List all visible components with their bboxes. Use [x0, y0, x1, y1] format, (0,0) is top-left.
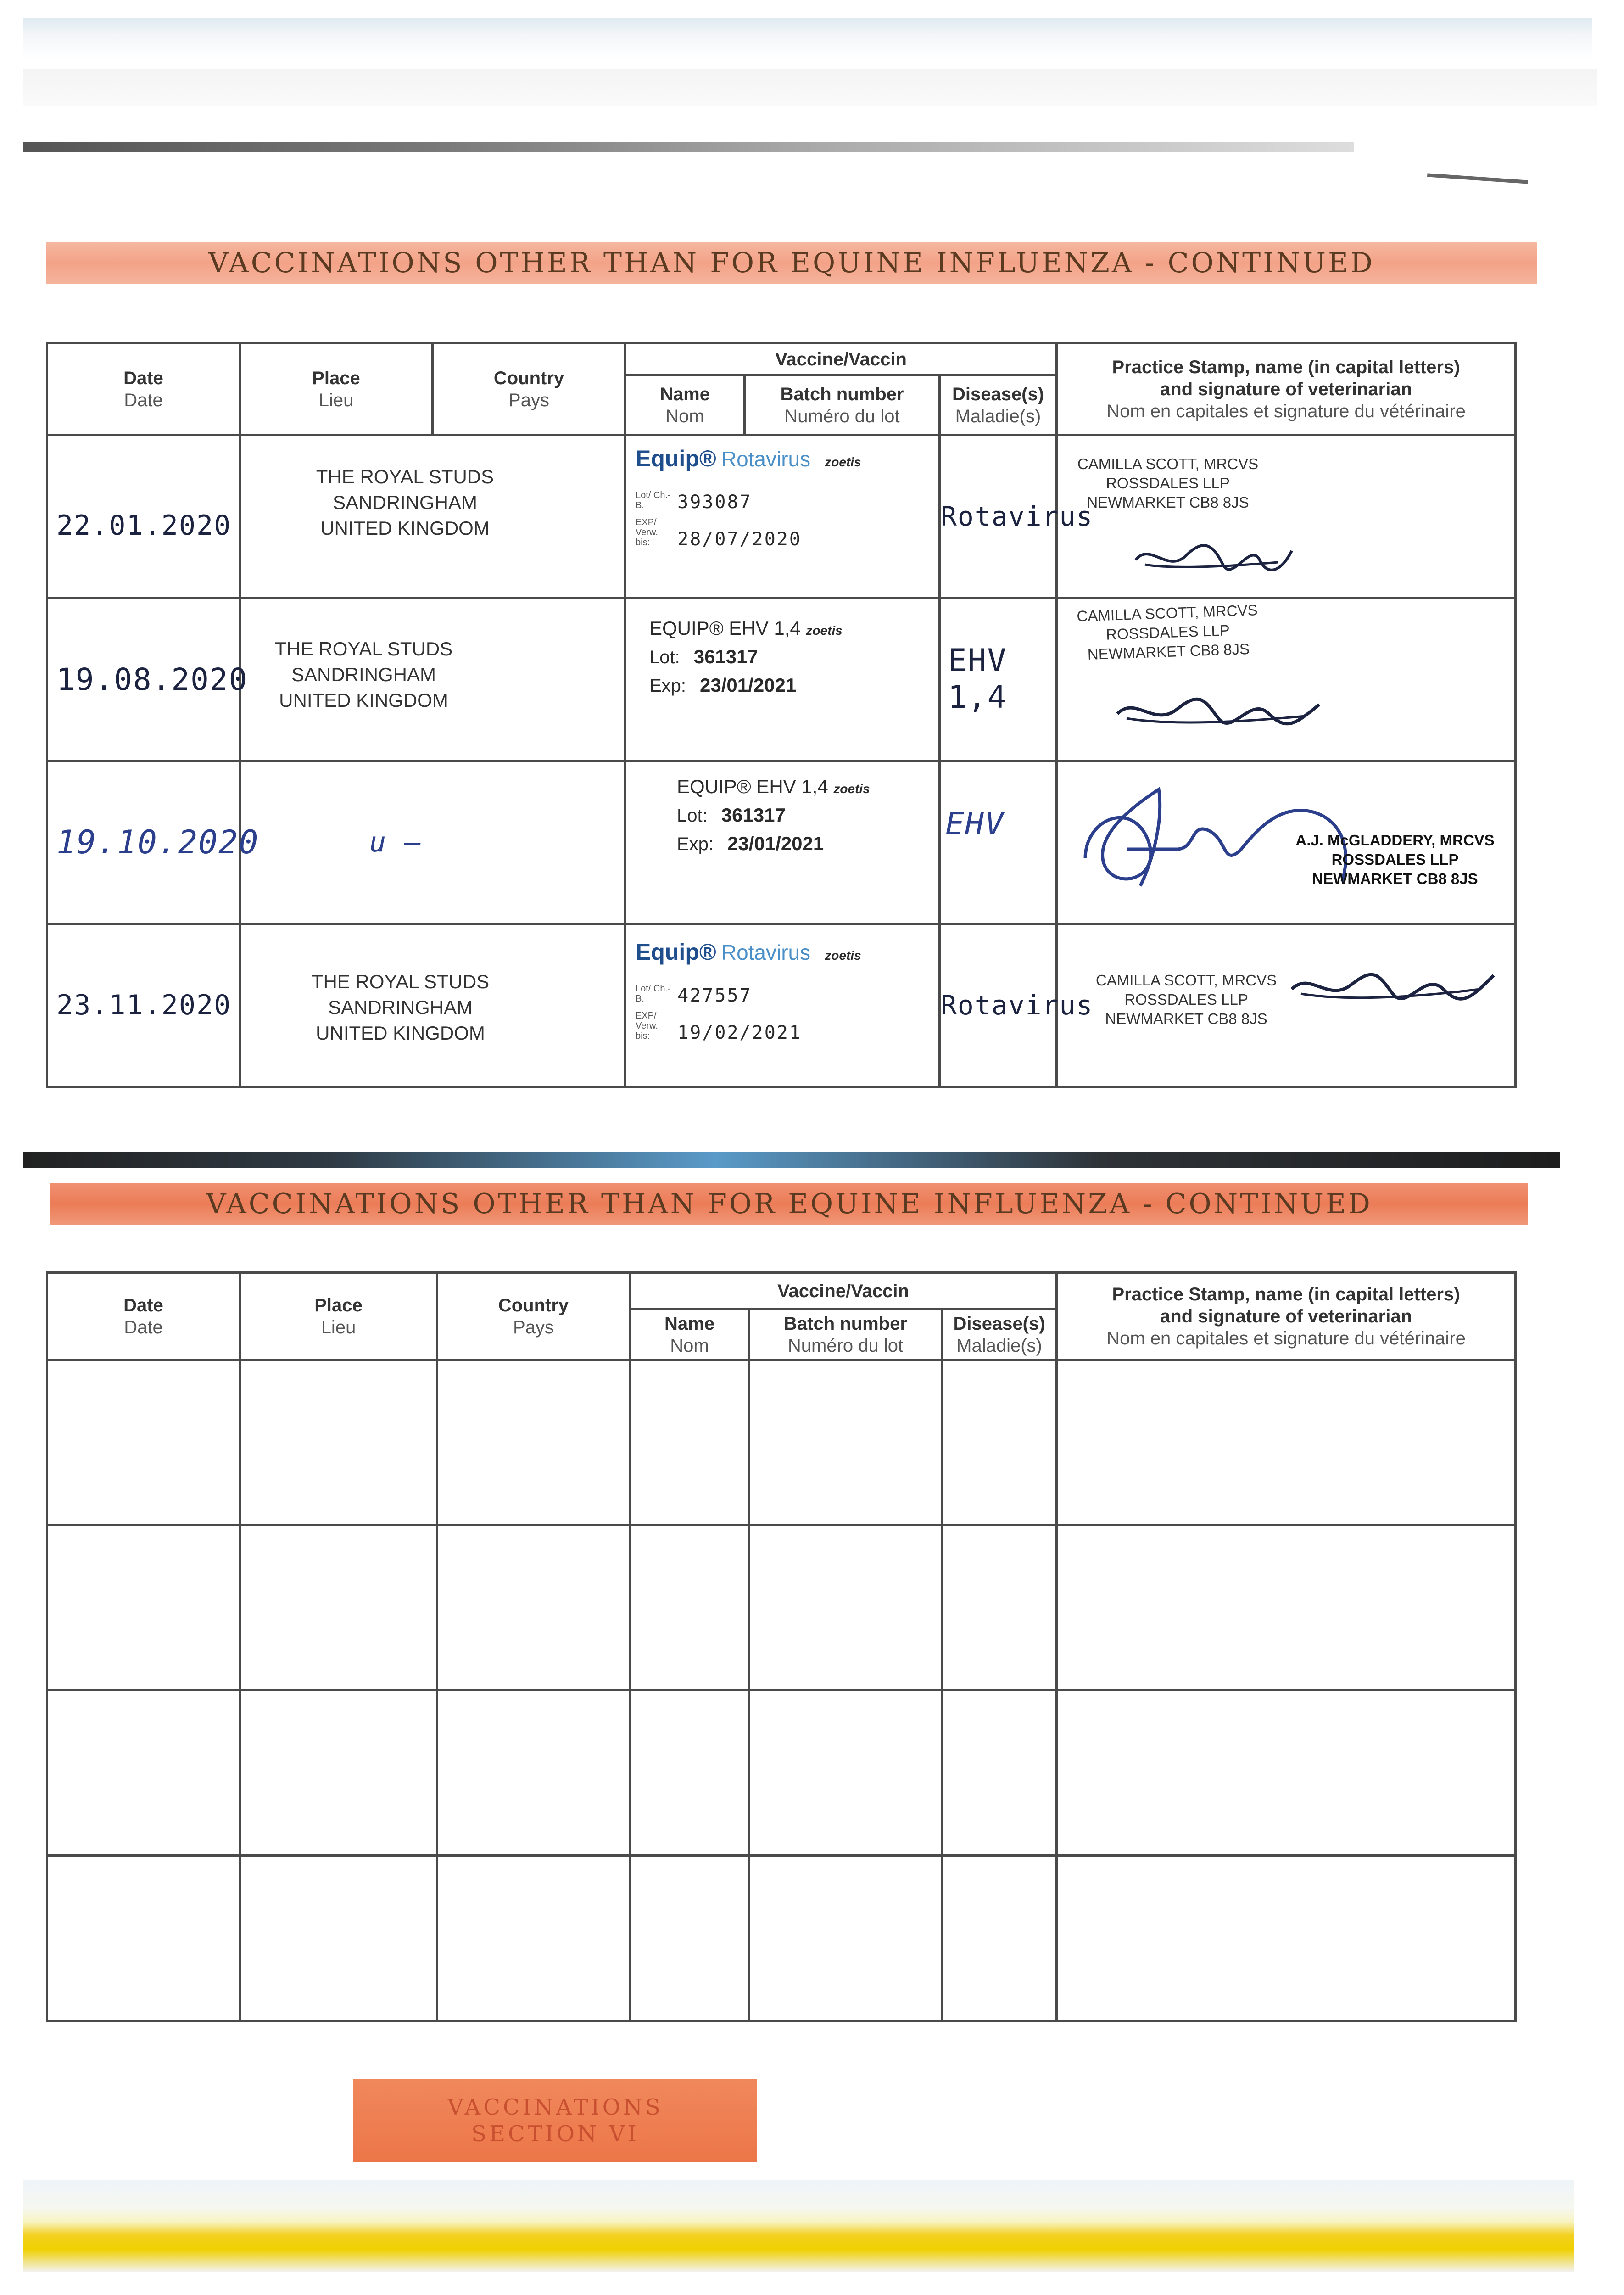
section-tab: VACCINATIONS SECTION VI	[353, 2079, 757, 2162]
disease-cell: Rotavirus	[940, 924, 1057, 1087]
scan-edge-top-2	[23, 69, 1597, 106]
table-row	[47, 761, 1516, 924]
expiry-date: 19/02/2021	[677, 1022, 802, 1043]
scan-line	[23, 1152, 1560, 1168]
vaccine-cell	[625, 924, 940, 1087]
disease-cell: EHV 1,4	[940, 598, 1057, 761]
vet-stamp: CAMILLA SCOTT, MRCVS ROSSDALES LLP NEWMARKET CB8 8JS	[1095, 972, 1277, 1027]
header-batch: Batch number Numéro du lot	[745, 375, 940, 435]
vaccine-label-sticker: Equip® Rotavirus zoetis Lot/ Ch.-B. 393087 EXP/ Verw. bis: 28/07/2020	[636, 446, 861, 550]
header-vaccine-group: Vaccine/Vaccin	[625, 343, 1057, 375]
header-name: Name Nom	[630, 1310, 749, 1360]
header-disease: Disease(s) Maladie(s)	[942, 1310, 1057, 1360]
signature-image	[1287, 962, 1498, 1012]
vet-stamp: CAMILLA SCOTT, MRCVS ROSSDALES LLP NEWMARKET CB8 8JS	[1077, 455, 1259, 511]
scan-line	[23, 142, 1354, 152]
batch-number: 361317	[721, 804, 786, 826]
table-row	[47, 598, 1516, 761]
header-name: Name Nom	[625, 375, 745, 435]
table-row	[47, 924, 1516, 1087]
place-cell	[240, 924, 625, 1087]
header-place: Place Lieu	[240, 1273, 437, 1360]
disease-cell: Rotavirus	[940, 435, 1057, 598]
vaccine-cell	[625, 761, 940, 924]
vet-cell	[1057, 598, 1516, 761]
table-row-empty	[47, 1525, 1516, 1690]
header-date: Date Date	[47, 1273, 240, 1360]
handwritten-date: 23.11.2020	[56, 989, 232, 1021]
section-banner-bottom: VACCINATIONS OTHER THAN FOR EQUINE INFLUENZA - CONTINUED	[50, 1183, 1528, 1225]
vaccination-table-filled	[46, 342, 1517, 1088]
vet-cell	[1057, 435, 1516, 598]
vaccine-cell	[625, 435, 940, 598]
signature-image	[1131, 537, 1296, 578]
table-row-empty	[47, 1690, 1516, 1856]
handwritten-date: 22.01.2020	[56, 509, 232, 542]
vet-stamp: CAMILLA SCOTT, MRCVS ROSSDALES LLP NEWMARKET CB8 8JS	[1076, 601, 1258, 663]
place-cell	[240, 435, 625, 598]
table-row	[47, 435, 1516, 598]
header-practice-stamp: Practice Stamp, name (in capital letters) and signature of veterinarian Nom en capitales et signature du vétérinaire	[1057, 343, 1516, 435]
header-vaccine-group: Vaccine/Vaccin	[630, 1273, 1057, 1310]
place-stamp: THE ROYAL STUDS SANDRINGHAM UNITED KINGDOM	[274, 638, 453, 711]
expiry-date: 23/01/2021	[700, 674, 797, 696]
header-batch: Batch number Numéro du lot	[749, 1310, 942, 1360]
batch-number: 427557	[677, 985, 752, 1006]
header-disease: Disease(s) Maladie(s)	[940, 375, 1057, 435]
scan-edge-top	[23, 18, 1592, 60]
expiry-date: 23/01/2021	[727, 833, 824, 854]
header-practice-stamp: Practice Stamp, name (in capital letters) and signature of veterinarian Nom en capitales et signature du vétérinaire	[1057, 1273, 1516, 1360]
table-row-empty	[47, 1360, 1516, 1525]
header-country: Country Pays	[433, 343, 625, 435]
handwritten-date: 19.10.2020	[56, 823, 259, 861]
batch-number: 361317	[693, 646, 758, 667]
vet-cell	[1057, 761, 1516, 924]
signature-image	[1113, 686, 1324, 737]
vaccine-stamp: EQUIP® EHV 1,4 zoetis Lot: 361317 Exp: 23/01/2021	[649, 617, 843, 696]
ditto-mark: u —	[369, 826, 422, 858]
section-banner-top: VACCINATIONS OTHER THAN FOR EQUINE INFLUENZA - CONTINUED	[46, 242, 1537, 284]
place-cell	[240, 598, 625, 761]
date-cell	[47, 761, 259, 924]
place-cell	[240, 761, 625, 924]
vet-stamp: A.J. McGLADDERY, MRCVS ROSSDALES LLP NEWMARKET CB8 8JS	[1295, 832, 1495, 887]
expiry-date: 28/07/2020	[677, 529, 802, 550]
vaccine-stamp: EQUIP® EHV 1,4 zoetis Lot: 361317 Exp: 23/01/2021	[677, 776, 870, 854]
vet-cell	[1057, 924, 1516, 1087]
header-place: Place Lieu	[240, 343, 433, 435]
place-stamp: THE ROYAL STUDS SANDRINGHAM UNITED KINGDOM	[316, 466, 494, 539]
scan-mark	[1427, 173, 1528, 184]
header-country: Country Pays	[437, 1273, 630, 1360]
batch-number: 393087	[677, 492, 752, 513]
disease-cell: EHV	[940, 761, 1057, 924]
scan-edge-bottom	[23, 2180, 1574, 2272]
vaccine-cell	[625, 598, 940, 761]
vaccine-label-sticker: Equip® Rotavirus zoetis Lot/ Ch.-B. 427557 EXP/ Verw. bis: 19/02/2021	[636, 939, 861, 1043]
header-date: Date Date	[47, 343, 240, 435]
place-stamp: THE ROYAL STUDS SANDRINGHAM UNITED KINGDOM	[311, 971, 490, 1044]
handwritten-date: 19.08.2020	[56, 661, 248, 697]
table-row-empty	[47, 1856, 1516, 2021]
vaccination-table-empty	[46, 1271, 1517, 2022]
